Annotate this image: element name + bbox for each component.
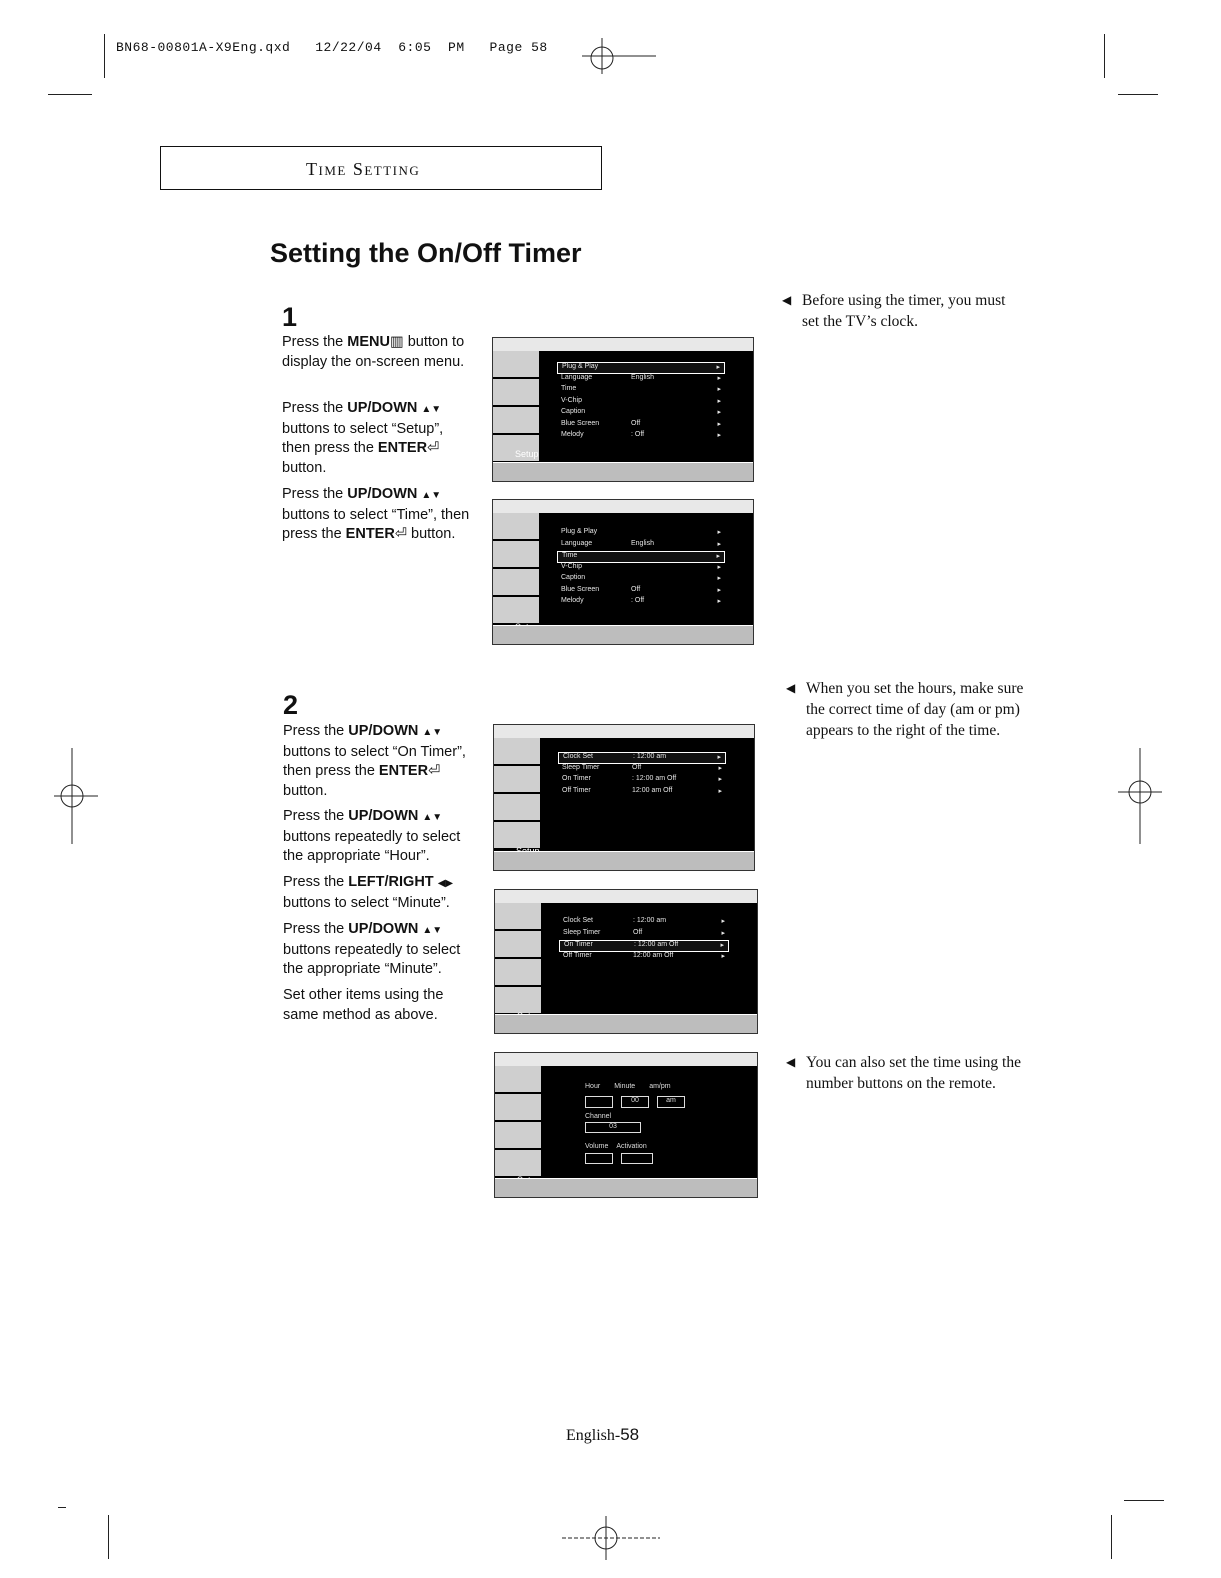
- menu-row: On Timer : 12:00 am Off ▸: [559, 940, 729, 952]
- screen-setup-label: Setup: [515, 449, 539, 459]
- menu-row: Clock Set : 12:00 am ▸: [558, 752, 726, 764]
- crop-mark: [1124, 1500, 1164, 1501]
- step2-instruction-2: Press the UP/DOWN ▲▼ buttons repeatedly to select the appropriate “Hour”.: [283, 808, 461, 864]
- note-before-timer: ◀ Before using the timer, you must set the TV’s clock.: [782, 292, 1006, 330]
- timer-time-labels: Hour Minute am/pm: [585, 1083, 671, 1090]
- crop-mark: [1104, 34, 1105, 78]
- up-down-arrows-icon: ▲▼: [422, 812, 443, 823]
- screen-sidebar: [493, 513, 543, 626]
- step1-instruction-2: Press the UP/DOWN ▲▼ buttons to select “Setup”, then press the ENTER⏎ button.: [282, 400, 444, 476]
- note-number-buttons: ◀ You can also set the time using the number buttons on the remote.: [786, 1054, 1021, 1092]
- page-title: Setting the On/Off Timer: [270, 238, 582, 268]
- menu-row: Off Timer 12:00 am Off ▸: [562, 786, 722, 795]
- up-down-arrows-icon: ▲▼: [421, 404, 442, 415]
- timer-channel-label: Channel: [585, 1113, 612, 1120]
- screen-sidebar: [495, 903, 545, 1015]
- up-down-arrows-icon: ▲▼: [422, 727, 443, 738]
- menu-row: Caption ▸: [561, 574, 721, 582]
- crop-mark: [48, 94, 92, 95]
- menu-row: V-Chip ▸: [561, 396, 721, 405]
- screen-menu-list: [559, 917, 729, 963]
- timer-volume-labels: Volume Activation: [585, 1143, 647, 1150]
- screen-sidebar: [494, 738, 544, 852]
- tv-screen-setup-menu-time: [492, 499, 754, 645]
- timer-time-fields: 00 am: [585, 1096, 735, 1108]
- menu-row: Melody : Off ▸: [561, 431, 721, 439]
- screen-title-bar: [494, 725, 754, 739]
- timer-volume-fields: [585, 1153, 735, 1164]
- screen-menu-list: [557, 528, 725, 609]
- menu-row: Off Timer 12:00 am Off ▸: [563, 951, 725, 960]
- step1-instruction-1: Press the MENU▥ button to display the on-screen menu.: [282, 334, 465, 370]
- menu-row: Melody : Off ▸: [561, 597, 721, 605]
- screen-title-bar: [493, 338, 753, 352]
- menu-row: Blue Screen Off ▸: [561, 419, 721, 428]
- note-am-pm: ◀ When you set the hours, make sure the correct time of day (am or pm) appears to the right of the time.: [786, 680, 1024, 739]
- note-bullet-icon: ◀: [782, 293, 792, 307]
- section-title: Time Setting: [306, 159, 421, 179]
- menu-row: Sleep Timer Off ▸: [562, 763, 722, 772]
- menu-row: Clock Set : 12:00 am ▸: [563, 917, 725, 925]
- up-down-arrows-icon: ▲▼: [422, 925, 443, 936]
- menu-row: V-Chip ▸: [561, 562, 721, 571]
- crop-mark: [58, 1507, 66, 1508]
- enter-icon: ⏎: [427, 440, 440, 456]
- timer-channel-field: 03: [585, 1122, 641, 1133]
- crop-mark: [108, 1515, 109, 1559]
- crop-mark: [1118, 94, 1158, 95]
- screen-sidebar: [495, 1066, 545, 1179]
- step2-instruction-3: Press the LEFT/RIGHT ◀▶ buttons to select “Minute”.: [283, 874, 454, 911]
- screen-bottom-bar: [494, 851, 754, 870]
- tv-screen-time-menu-on-timer: [494, 889, 758, 1034]
- page-number: 58: [620, 1425, 640, 1444]
- menu-row: On Timer : 12:00 am Off ▸: [562, 775, 722, 783]
- screen-menu-list: [557, 362, 725, 443]
- registration-mark-left: [54, 748, 98, 844]
- step2-instruction-1: Press the UP/DOWN ▲▼ buttons to select “On Timer”, then press the ENTER⏎ button.: [283, 723, 466, 799]
- crop-mark: [104, 34, 105, 78]
- tv-screen-time-menu: [493, 724, 755, 871]
- step1-instruction-3: Press the UP/DOWN ▲▼ buttons to select “Time”, then press the ENTER⏎ button.: [282, 486, 470, 542]
- timer-detail-panel: [585, 1083, 735, 1164]
- registration-mark-top: [582, 34, 656, 74]
- screen-title-bar: [495, 1053, 757, 1067]
- screen-bottom-bar: [493, 462, 753, 481]
- screen-bottom-bar: [495, 1178, 757, 1197]
- menu-row: Time ▸: [561, 385, 721, 393]
- step-number: 2: [283, 690, 299, 720]
- screen-title-bar: [495, 890, 757, 904]
- screen-sidebar: [493, 351, 543, 463]
- screen-menu-list: [558, 752, 726, 798]
- page-footer: English-58: [566, 1425, 640, 1444]
- screen-title-bar: [493, 500, 753, 514]
- menu-row: Language English ▸: [561, 373, 721, 382]
- left-right-arrows-icon: ◀▶: [437, 878, 454, 889]
- step-number: 1: [282, 302, 298, 332]
- menu-row: Plug & Play ▸: [557, 362, 725, 374]
- up-down-arrows-icon: ▲▼: [421, 490, 442, 501]
- crop-mark: [1111, 1515, 1112, 1559]
- menu-row: Blue Screen Off ▸: [561, 585, 721, 594]
- menu-row: Time ▸: [557, 551, 725, 563]
- menu-row: Plug & Play ▸: [561, 528, 721, 536]
- enter-icon: ⏎: [428, 763, 441, 779]
- tv-screen-on-timer-detail: [494, 1052, 758, 1198]
- registration-mark-right: [1118, 748, 1162, 844]
- menu-icon: ▥: [389, 334, 404, 350]
- print-file-info: BN68-00801A-X9Eng.qxd 12/22/04 6:05 PM Page 58: [116, 40, 548, 55]
- section-header: [160, 146, 602, 190]
- note-bullet-icon: ◀: [786, 681, 796, 695]
- menu-row: Sleep Timer Off ▸: [563, 928, 725, 937]
- tv-screen-setup-menu: [492, 337, 754, 482]
- menu-row: Caption ▸: [561, 408, 721, 416]
- enter-icon: ⏎: [394, 526, 407, 542]
- menu-row: Language English ▸: [561, 539, 721, 548]
- note-bullet-icon: ◀: [786, 1055, 796, 1069]
- screen-bottom-bar: [495, 1014, 757, 1033]
- step2-instruction-5: Set other items using the same method as above.: [283, 987, 444, 1023]
- screen-bottom-bar: [493, 625, 753, 644]
- step2-instruction-4: Press the UP/DOWN ▲▼ buttons repeatedly to select the appropriate “Minute”.: [283, 921, 461, 977]
- registration-mark-bottom: [562, 1516, 660, 1560]
